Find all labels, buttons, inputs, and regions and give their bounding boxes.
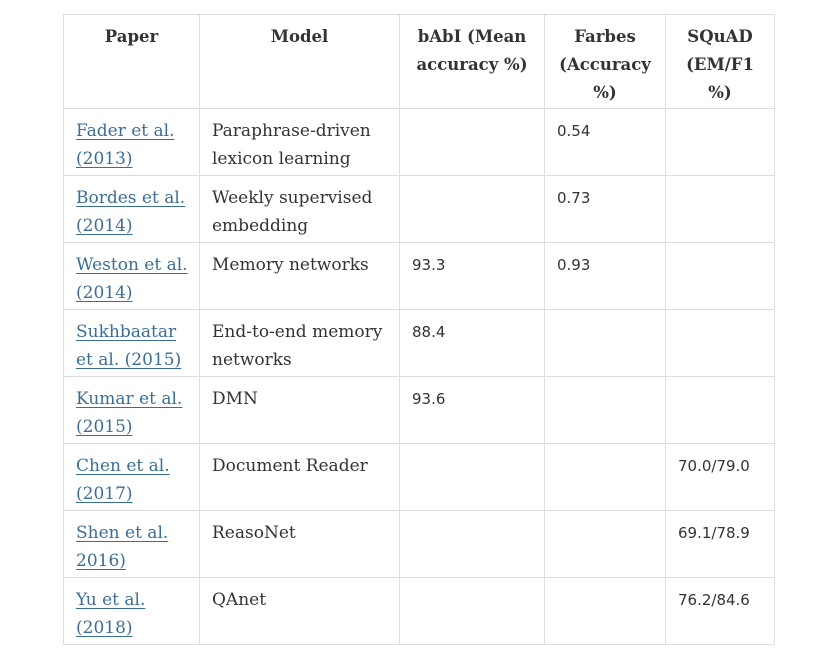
- cell-model: QAnet: [200, 578, 400, 645]
- table-row: [64, 511, 775, 578]
- cell-paper: [64, 243, 200, 310]
- results-table: [63, 14, 775, 645]
- cell-model: Weekly supervised embedding: [200, 176, 400, 243]
- paper-link[interactable]: Weston et al. (2014): [76, 255, 188, 303]
- cell-model: ReasoNet: [200, 511, 400, 578]
- cell-farbes: [545, 310, 666, 377]
- cell-babi: [400, 511, 545, 578]
- cell-babi: 88.4: [400, 310, 545, 377]
- paper-link[interactable]: Fader et al. (2013): [76, 121, 175, 169]
- cell-paper: [64, 176, 200, 243]
- cell-squad: [666, 176, 775, 243]
- paper-link[interactable]: Shen et al. 2016): [76, 523, 169, 571]
- cell-babi: [400, 444, 545, 511]
- table-row: [64, 578, 775, 645]
- cell-farbes: 0.93: [545, 243, 666, 310]
- cell-babi: [400, 176, 545, 243]
- table-header-row: [64, 15, 775, 109]
- table-row: [64, 176, 775, 243]
- cell-farbes: [545, 578, 666, 645]
- cell-squad: 69.1/78.9: [666, 511, 775, 578]
- cell-babi: [400, 578, 545, 645]
- header-model: Model: [200, 15, 400, 109]
- cell-squad: 70.0/79.0: [666, 444, 775, 511]
- paper-link[interactable]: Kumar et al. (2015): [76, 389, 183, 437]
- paper-link[interactable]: Bordes et al. (2014): [76, 188, 186, 236]
- header-babi: bAbI (Mean accuracy %): [400, 15, 545, 109]
- cell-farbes: [545, 444, 666, 511]
- header-paper: Paper: [64, 15, 200, 109]
- cell-squad: [666, 109, 775, 176]
- header-squad: SQuAD (EM/F1 %): [666, 15, 775, 109]
- cell-paper: [64, 444, 200, 511]
- header-farbes: Farbes (Accuracy %): [545, 15, 666, 109]
- table-row: [64, 109, 775, 176]
- cell-model: Paraphrase-driven lexicon learning: [200, 109, 400, 176]
- cell-squad: [666, 377, 775, 444]
- paper-link[interactable]: Yu et al. (2018): [76, 590, 146, 638]
- table-row: [64, 243, 775, 310]
- cell-paper: [64, 578, 200, 645]
- cell-model: End-to-end memory networks: [200, 310, 400, 377]
- cell-model: Document Reader: [200, 444, 400, 511]
- cell-squad: [666, 243, 775, 310]
- cell-paper: [64, 310, 200, 377]
- cell-babi: [400, 109, 545, 176]
- cell-paper: [64, 109, 200, 176]
- cell-model: DMN: [200, 377, 400, 444]
- cell-farbes: 0.54: [545, 109, 666, 176]
- cell-farbes: [545, 377, 666, 444]
- cell-squad: 76.2/84.6: [666, 578, 775, 645]
- cell-farbes: 0.73: [545, 176, 666, 243]
- table-row: [64, 310, 775, 377]
- table-row: [64, 377, 775, 444]
- cell-babi: 93.3: [400, 243, 545, 310]
- paper-link[interactable]: Sukhbaatar et al. (2015): [76, 322, 182, 370]
- cell-paper: [64, 511, 200, 578]
- cell-squad: [666, 310, 775, 377]
- cell-farbes: [545, 511, 666, 578]
- cell-model: Memory networks: [200, 243, 400, 310]
- cell-babi: 93.6: [400, 377, 545, 444]
- table-row: [64, 444, 775, 511]
- cell-paper: [64, 377, 200, 444]
- paper-link[interactable]: Chen et al. (2017): [76, 456, 170, 504]
